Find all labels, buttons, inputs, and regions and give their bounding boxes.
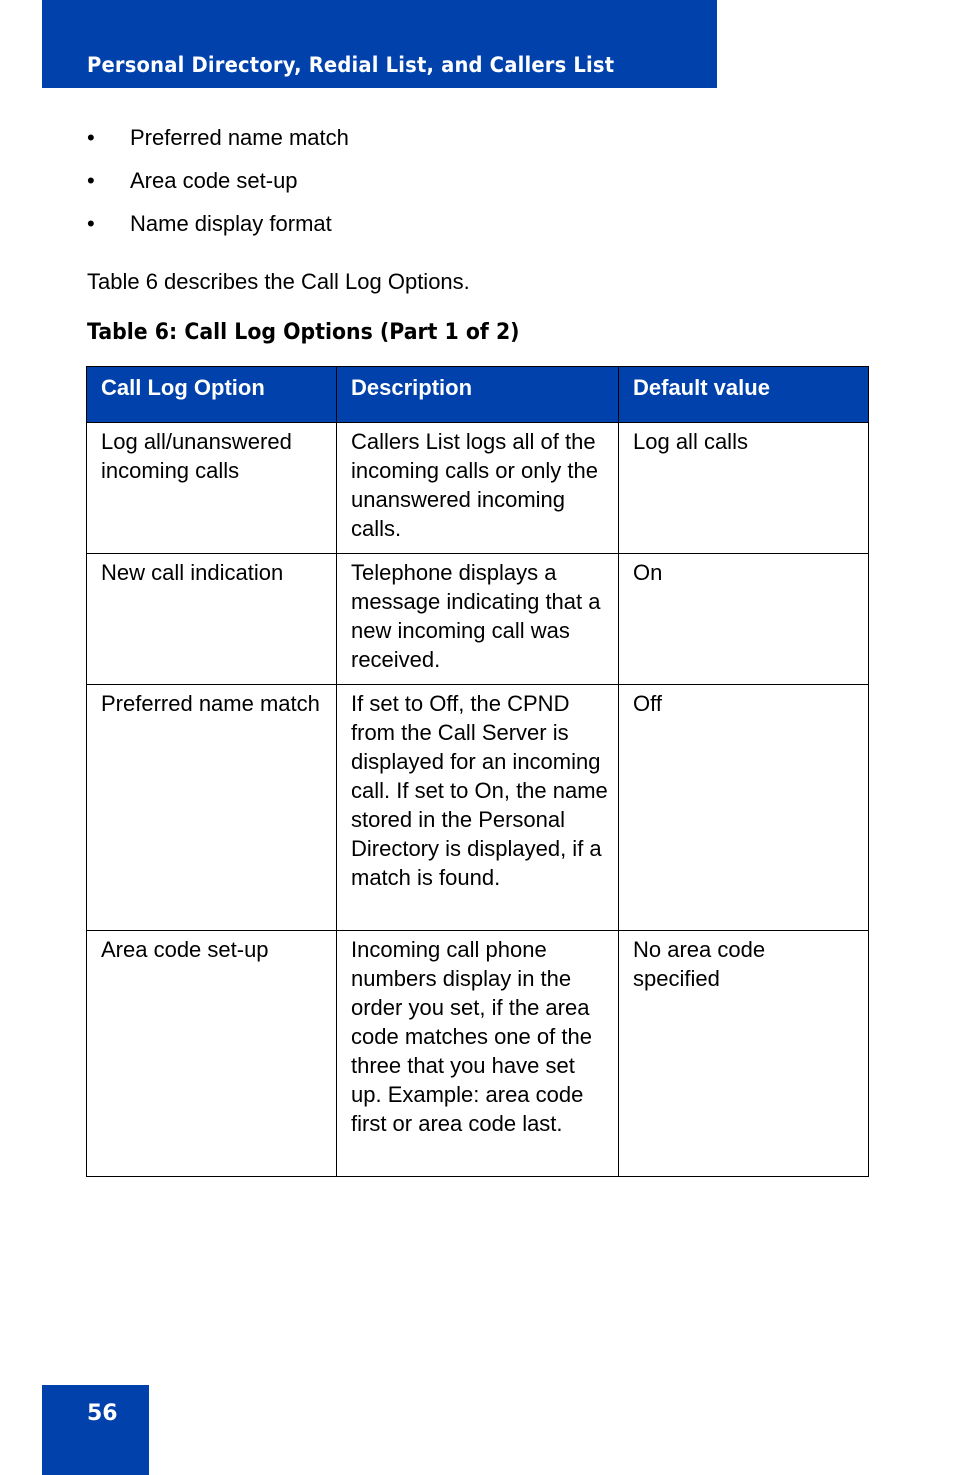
cell-description: Incoming call phone numbers display in the order you set, if the area code matches one of the three that you have set up. Example: area code first or area code last. [337,931,619,1177]
column-header-default: Default value [619,367,869,423]
page-number-box [42,1385,149,1475]
cell-default: Log all calls [619,423,869,554]
call-log-options-table [86,366,869,1177]
bullet-icon: • [87,211,95,236]
table-header-row [87,367,869,423]
cell-default: On [619,554,869,685]
table-row [87,685,869,931]
cell-option: Preferred name match [87,685,337,931]
header-band [42,0,717,88]
page-number: 56 [87,1401,118,1426]
bullet-icon: • [87,168,95,193]
page-header-title: Personal Directory, Redial List, and Callers List [87,53,615,77]
cell-description: If set to Off, the CPND from the Call Server is displayed for an incoming call. If set to On, the name stored in the Personal Directory is displayed, if a match is found. [337,685,619,931]
column-header-description: Description [337,367,619,423]
list-item-text: Preferred name match [130,125,349,150]
bullet-icon: • [87,125,95,150]
cell-option: Log all/unanswered incoming calls [87,423,337,554]
cell-description: Telephone displays a message indicating that a new incoming call was received. [337,554,619,685]
cell-description: Callers List logs all of the incoming calls or only the unanswered incoming calls. [337,423,619,554]
intro-paragraph: Table 6 describes the Call Log Options. [87,269,470,294]
list-item-text: Name display format [130,211,332,236]
cell-default: Off [619,685,869,931]
table-row [87,931,869,1177]
column-header-option: Call Log Option [87,367,337,423]
cell-default: No area code specified [619,931,869,1177]
list-item-text: Area code set-up [130,168,298,193]
cell-option: Area code set-up [87,931,337,1177]
table-caption: Table 6: Call Log Options (Part 1 of 2) [87,320,520,345]
cell-option: New call indication [87,554,337,685]
table-row [87,423,869,554]
table-row [87,554,869,685]
